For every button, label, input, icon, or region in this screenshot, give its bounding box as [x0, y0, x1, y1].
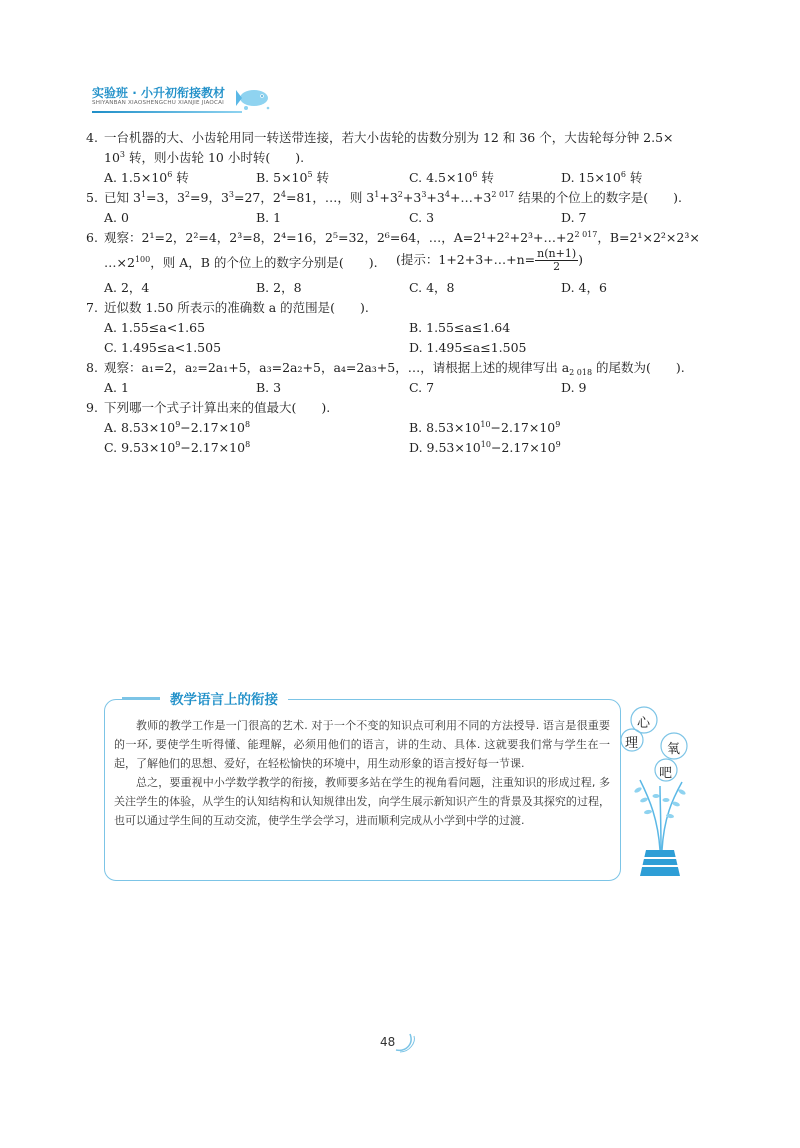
brand-pinyin: SHIYANBAN XIAOSHENGCHU XIANJIE JIAOCAI — [92, 100, 224, 106]
question-text: 观察：a₁=2，a₂=2a₁+5，a₃=2a₂+5，a₄=2a₃+5，…，请根据上述的规律写出 $a_{2 018}$ 的尾数为( ). — [104, 360, 685, 377]
options-row — [86, 418, 706, 438]
option-b[interactable]: B. 3 — [256, 380, 282, 395]
option-c[interactable]: C. $4.5\times 10^6$ 转 — [409, 170, 494, 185]
question-number: 4. — [86, 130, 98, 145]
option-b[interactable]: B. $5\times 10^5$ 转 — [256, 170, 330, 185]
question-text: 已知 $3^1=3$，$3^2=9$，$3^3=27$，$2^4=81$，…，则 $3^1+3^2+3^3+3^4+\dots+3^{2 017}$ 结果的个位上的数字是( ). — [104, 190, 682, 205]
option-a[interactable]: A. 2，4 — [104, 280, 150, 295]
questions — [86, 128, 706, 458]
question-text-line2: $10^3$ 转，则小齿轮 10 小时转( ). — [104, 150, 305, 165]
options-row — [86, 208, 706, 228]
option-b[interactable]: B. 1.55≤a≤1.64 — [409, 320, 511, 335]
option-d[interactable]: D. 9 — [561, 380, 587, 395]
question-6 — [86, 228, 706, 298]
option-a[interactable]: A. 1.55≤a<1.65 — [104, 320, 206, 335]
question-text: 一台机器的大、小齿轮用同一转送带连接，若大小齿轮的齿数分别为 12 和 36 个，大齿轮每分钟 2.5× — [104, 130, 674, 145]
side-decoration — [620, 700, 700, 880]
question-5 — [86, 188, 706, 228]
side-char-3: 氧 — [667, 742, 681, 757]
option-a[interactable]: A. 1 — [104, 380, 129, 395]
question-number: 5. — [86, 190, 98, 205]
side-char-1: 心 — [637, 716, 651, 731]
question-8 — [86, 358, 706, 398]
options-row — [86, 278, 706, 298]
question-text: 下列哪一个式子计算出来的值最大( ). — [104, 400, 331, 415]
header-underline — [92, 111, 242, 113]
side-char-4: 吧 — [659, 766, 673, 781]
options-row — [86, 438, 706, 458]
options-row — [86, 378, 706, 398]
fish-logo-icon — [234, 84, 274, 114]
option-d[interactable]: D. 1.495≤a≤1.505 — [409, 340, 527, 355]
option-c[interactable]: C. 3 — [409, 210, 435, 225]
option-c[interactable]: C. 4，8 — [409, 280, 455, 295]
brand-title — [92, 84, 225, 101]
question-7 — [86, 298, 706, 358]
tip-paragraph-1: 教师的教学工作是一门很高的艺术. 对于一个不变的知识点可利用不同的方法授导. 语言是很重要的一环, 要使学生听得懂、能理解，必须用他们的语言，讲的生动、具体. 这就要我们常与学生在一起，了解他们的思想、爱好，在轻松愉快的环境中，用生动形象的语言授好每一节课. — [114, 719, 610, 770]
option-a[interactable]: A. 0 — [104, 210, 129, 225]
option-a[interactable]: A. $1.5\times 10^6$ 转 — [104, 170, 189, 185]
swirl-icon — [392, 1030, 418, 1054]
plant-vase-icon — [620, 700, 700, 880]
option-c[interactable]: C. 1.495≤a<1.505 — [104, 340, 222, 355]
page-header — [92, 84, 332, 120]
option-d[interactable]: D. $15\times 10^6$ 转 — [561, 170, 643, 185]
option-c[interactable]: C. $9.53\times 10^9-2.17\times 10^8$ — [104, 440, 251, 455]
option-c[interactable]: C. 7 — [409, 380, 435, 395]
question-text-line2: $\dots\times 2^{100}$，则 A，B 的个位上的数字分别是( ). — [104, 255, 378, 270]
options-row — [86, 168, 706, 188]
option-d[interactable]: D. $9.53\times 10^{10}-2.17\times 10^9$ — [409, 440, 561, 455]
question-number: 6. — [86, 230, 98, 245]
option-b[interactable]: B. $8.53\times 10^{10}-2.17\times 10^9$ — [409, 420, 561, 435]
question-number: 7. — [86, 300, 98, 315]
question-text: 近似数 1.50 所表示的准确数 a 的范围是( ). — [104, 300, 369, 315]
options-row — [86, 338, 706, 358]
option-b[interactable]: B. 2，8 — [256, 280, 302, 295]
options-row — [86, 318, 706, 338]
question-number: 9. — [86, 400, 98, 415]
question-text: 观察：2¹=2，2²=4，2³=8，2⁴=16，2⁵=32，2⁶=64，…，$A=2^1+2^2+2^3+\dots+2^{2 017}$，B=2¹×2²×2³× — [104, 230, 700, 245]
page-number: 48 — [380, 1035, 396, 1049]
option-d[interactable]: D. 7 — [561, 210, 587, 225]
question-4 — [86, 128, 706, 188]
brand-part1: 实验班 — [92, 86, 129, 100]
tip-paragraph-2: 总之，要重视中小学数学教学的衔接，教师要多站在学生的视角看问题，注重知识的形成过程, 多关注学生的体验，从学生的认知结构和认知规律出发，向学生展示新知识产生的背景及其探究的过程，也可以通过学生间的互动交流，使学生学会学习，进而顺利完成从小学到中学的过渡. — [114, 776, 610, 827]
title-line — [122, 697, 162, 699]
hint-fraction: $\frac{n(n+1)}{2}$ — [537, 247, 577, 273]
brand-separator: · — [128, 86, 141, 100]
option-a[interactable]: A. $8.53\times 10^9-2.17\times 10^8$ — [104, 420, 251, 435]
side-char-2: 理 — [625, 736, 639, 751]
option-d[interactable]: D. 4，6 — [561, 280, 607, 295]
brand-part2: 小升初衔接教材 — [140, 86, 225, 100]
tip-box-text — [114, 716, 610, 830]
option-b[interactable]: B. 1 — [256, 210, 282, 225]
question-9 — [86, 398, 706, 458]
question-number: 8. — [86, 360, 98, 375]
tip-box-title: 教学语言上的衔接 — [160, 688, 288, 708]
hint: (提示：1+2+3+…+n= $\frac{n(n+1)}{2}$ ) — [396, 247, 584, 273]
